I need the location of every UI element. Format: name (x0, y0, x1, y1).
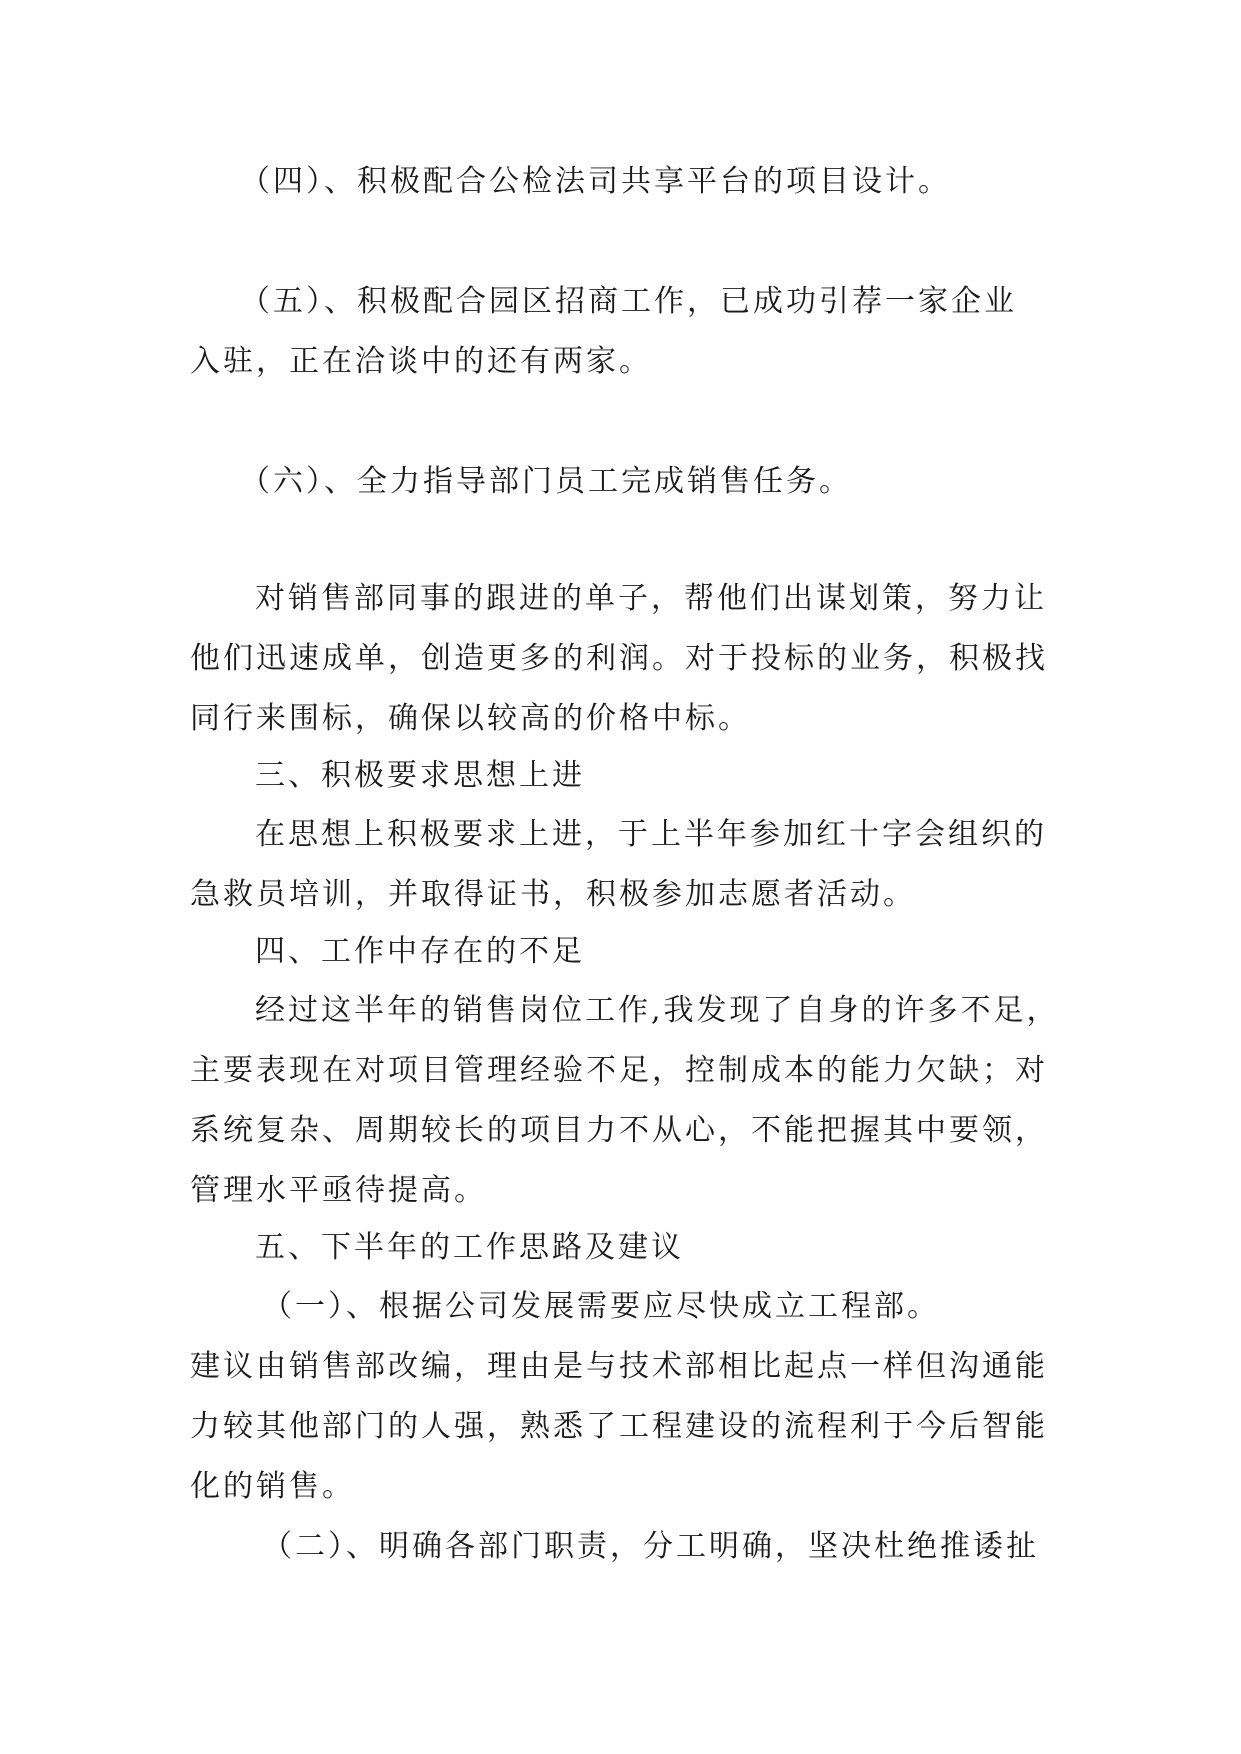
text-line: 同行来围标，确保以较高的价格中标。 (190, 701, 751, 736)
section-heading: 五、下半年的工作思路及建议 (255, 1230, 684, 1265)
section-heading: 三、积极要求思想上进 (255, 758, 585, 793)
section-heading: 四、工作中存在的不足 (255, 934, 585, 969)
text-line: （一）、根据公司发展需要应尽快成立工程部。 (262, 1289, 940, 1324)
text-line: （六）、全力指导部门员工完成销售任务。 (240, 464, 852, 499)
text-line: 对销售部同事的跟进的单子，帮他们出谋划策，努力让 (255, 581, 1047, 616)
text-line: （五）、积极配合园区招商工作，已成功引荐一家企业 (240, 284, 1017, 319)
text-line: 他们迅速成单，创造更多的利润。对于投标的业务，积极找 (190, 641, 1048, 676)
text-line: 急救员培训，并取得证书，积极参加志愿者活动。 (190, 877, 916, 912)
text-line: 化的销售。 (190, 1469, 355, 1504)
text-line: 经过这半年的销售岗位工作,我发现了自身的许多不足， (255, 993, 1060, 1028)
text-line: （四）、积极配合公检法司共享平台的项目设计。 (240, 164, 951, 199)
text-line: 力较其他部门的人强，熟悉了工程建设的流程利于今后智能 (190, 1409, 1048, 1444)
text-line: 管理水平亟待提高。 (190, 1173, 487, 1208)
text-line: 系统复杂、周期较长的项目力不从心，不能把握其中要领， (190, 1113, 1048, 1148)
text-line: 在思想上积极要求上进，于上半年参加红十字会组织的 (255, 817, 1047, 852)
text-line: 入驻，正在洽谈中的还有两家。 (190, 344, 652, 379)
text-line: 建议由销售部改编，理由是与技术部相比起点一样但沟通能 (190, 1349, 1048, 1384)
text-line: （二）、明确各部门职责，分工明确，坚决杜绝推诿扯 (262, 1529, 1039, 1564)
text-line: 主要表现在对项目管理经验不足，控制成本的能力欠缺；对 (190, 1053, 1048, 1088)
